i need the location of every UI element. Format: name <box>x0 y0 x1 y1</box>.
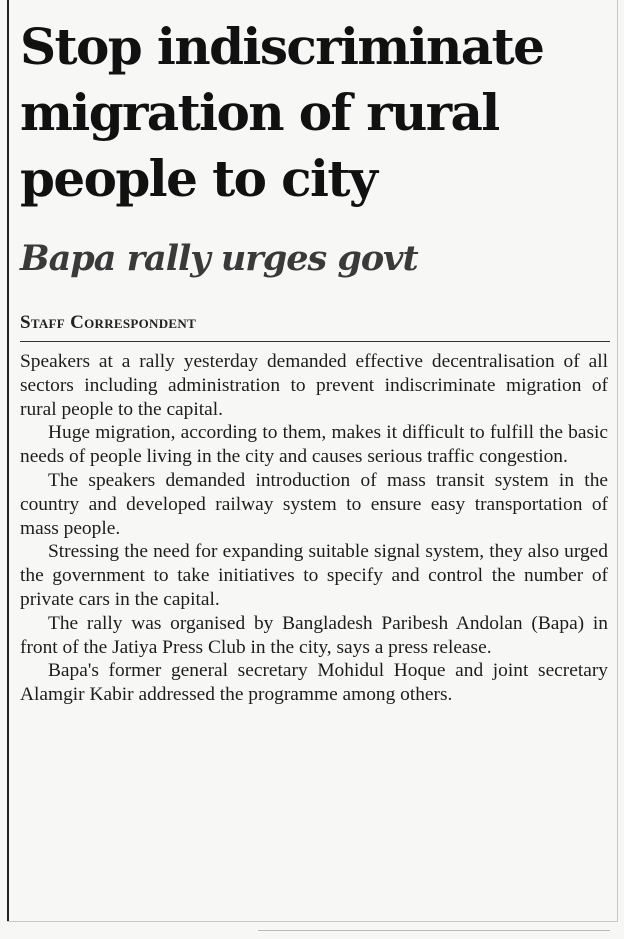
paragraph: Huge migration, according to them, makes it difficult to fulfill the basic needs of people living in the city and causes serious traffic congestion. <box>20 422 608 468</box>
headline-line: migration of rural <box>20 83 499 142</box>
article-body <box>20 350 608 707</box>
paragraph: Bapa's former general secretary Mohidul Hoque and joint secretary Alamgir Kabir addressed the programme among others. <box>20 660 608 706</box>
headline-line: Stop indiscriminate <box>20 17 544 76</box>
paragraph: The speakers demanded introduction of mass transit system in the country and developed railway system to ensure easy transportation of mass people. <box>20 469 608 539</box>
headline <box>20 14 616 212</box>
paragraph: The rally was organised by Bangladesh Paribesh Andolan (Bapa) in front of the Jatiya Press Club in the city, says a press release. <box>20 612 608 658</box>
column-border-right <box>617 0 618 921</box>
paragraph: Speakers at a rally yesterday demanded effective decentralisation of all sectors including administration to prevent indiscriminate migration of rural people to the capital. <box>20 351 608 420</box>
column-border-left <box>7 0 9 921</box>
paragraph: Stressing the need for expanding suitable signal system, they also urged the government to take initiatives to specify and control the number of private cars in the capital. <box>20 541 608 610</box>
headline-line: people to city <box>20 149 377 208</box>
column-border-bottom <box>7 921 618 922</box>
bottom-divider <box>258 930 610 931</box>
byline-divider <box>20 341 610 342</box>
subheadline: Bapa rally urges govt <box>20 238 418 279</box>
byline: Staff Correspondent <box>20 312 197 333</box>
